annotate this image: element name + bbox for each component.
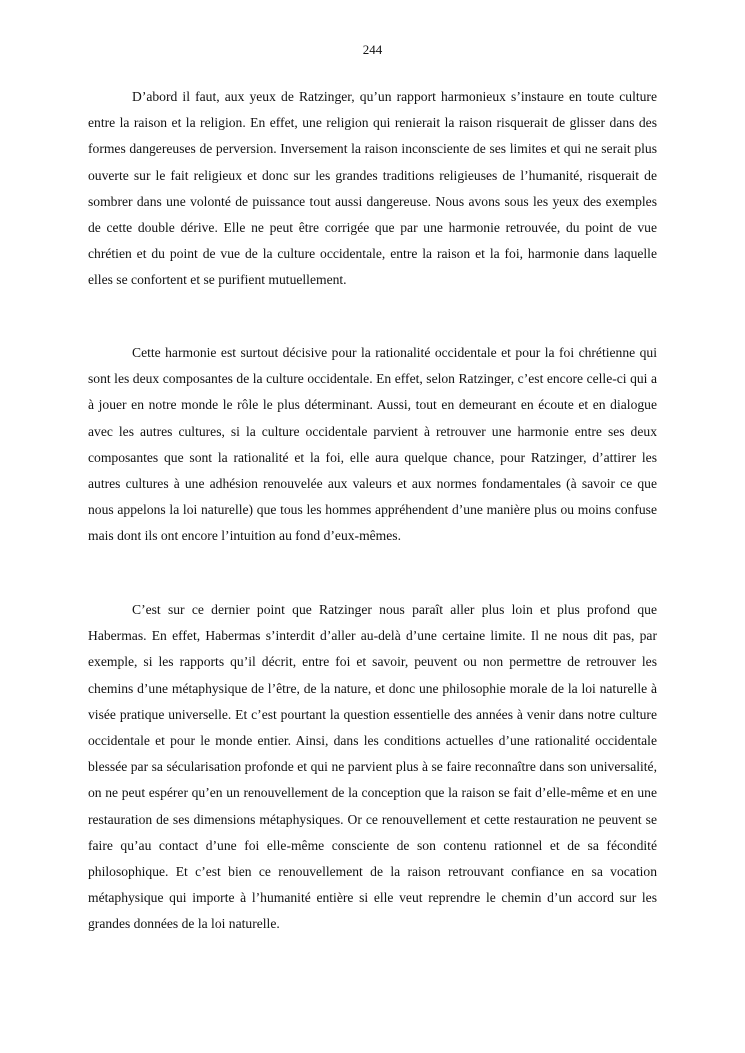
paragraph-2-block: [88, 340, 657, 550]
paragraph-1: D’abord il faut, aux yeux de Ratzinger, qu’un rapport harmonieux s’instaure en toute culture entre la raison et la religion. En effet, une religion qui renierait la raison risquerait de glisser dans des formes dangereuses de perversion. Inversement la raison inconsciente de ses limites et qui ne serait plus ouverte sur le fait religieux et donc sur les grandes traditions religieuses de l’humanité, risquerait de sombrer dans une volonté de puissance tout aussi dangereuse. Nous avons sous les yeux des exemples de cette double dérive. Elle ne peut être corrigée que par une harmonie retrouvée, du point de vue chrétien et du point de vue de la culture occidentale, entre la raison et la foi, harmonie dans laquelle elles se confortent et se purifient mutuellement.: [88, 89, 657, 288]
paragraph-2: Cette harmonie est surtout décisive pour la rationalité occidentale et pour la foi chrétienne qui sont les deux composantes de la culture occidentale. En effet, selon Ratzinger, c’est encore celle-ci qui a à jouer en notre monde le rôle le plus déterminant. Aussi, tout en demeurant en écoute et en dialogue avec les autres cultures, si la culture occidentale parvient à retrouver une harmonie entre ses deux composantes que sont la rationalité et la foi, elle aura quelque chance, pour Ratzinger, d’attirer les autres cultures à une adhésion renouvelée aux valeurs et aux normes fondamentales (à savoir ce que nous appelons la loi naturelle) que tous les hommes appréhendent d’une manière plus ou moins confuse mais dont ils ont encore l’intuition au fond d’eux-mêmes.: [88, 345, 657, 544]
paragraph-3: C’est sur ce dernier point que Ratzinger nous paraît aller plus loin et plus profond que Habermas. En effet, Habermas s’interdit d’aller au-delà d’une certaine limite. Il ne nous dit pas, par exemple, si les rapports qu’il décrit, entre foi et savoir, peuvent ou non permettre de retrouver les chemins d’une métaphysique de l’être, de la nature, et donc une philosophie morale de la loi naturelle à visée pratique universelle. Et c’est pourtant la question essentielle des années à venir dans notre culture occidentale et pour le monde entier. Ainsi, dans les conditions actuelles d’une rationalité occidentale blessée par sa sécularisation profonde et qui ne parvient plus à se faire reconnaître dans son universalité, on ne peut espérer qu’en un renouvellement de la conception que la raison se fait d’elle-même et en une restauration de ses dimensions métaphysiques. Or ce renouvellement et cette restauration ne peuvent se faire qu’au contact d’une foi elle-même consciente de son contenu rationnel et de sa fécondité philosophique. Et c’est bien ce renouvellement de la raison retrouvant confiance en sa vocation métaphysique qui importe à l’humanité entière si elle veut reprendre le chemin d’un accord sur les grandes données de la loi naturelle.: [88, 602, 657, 932]
paragraph-1-block: [88, 84, 657, 294]
paragraph-3-block: [88, 597, 657, 938]
page-number: 244: [362, 42, 383, 57]
